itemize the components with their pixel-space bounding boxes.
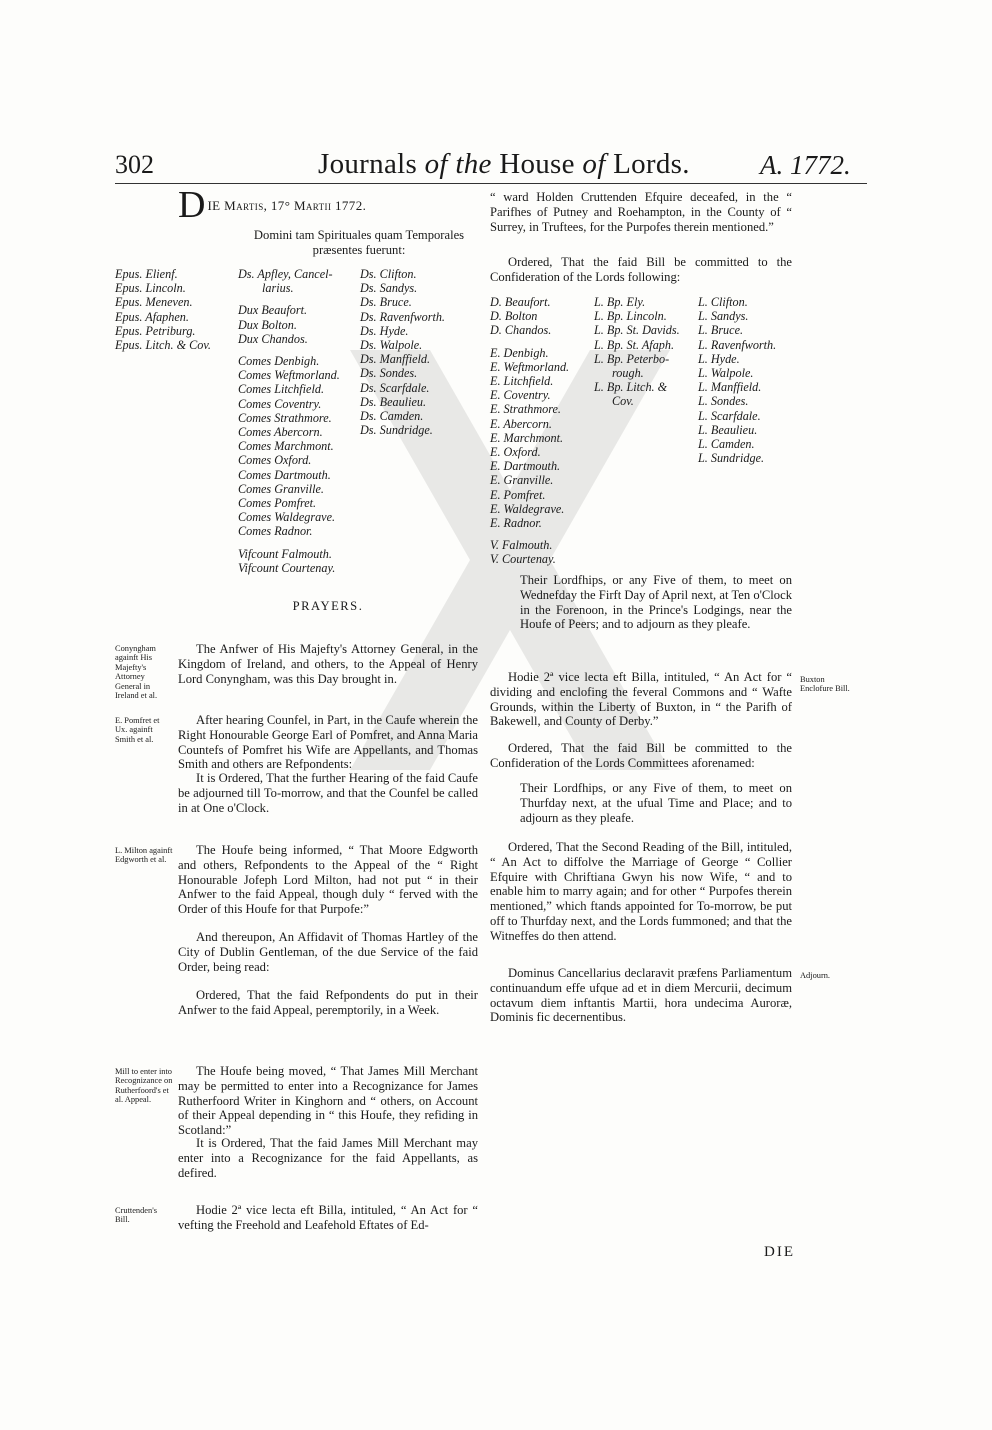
- committee-entry: L. Bp. Peterbo-: [594, 351, 670, 366]
- title-part: of: [582, 148, 606, 180]
- header-rule: [115, 183, 867, 184]
- side-note: Buxton Enclofure Bill.: [800, 675, 850, 694]
- committee-entry: L. Sandys.: [698, 309, 749, 324]
- committee-entry: L. Sondes.: [698, 394, 749, 409]
- lord-entry: Comes Strathmore.: [238, 410, 332, 425]
- present-heading: Domini tam Spirituales quam Temporales præsentes fuerunt:: [253, 228, 465, 257]
- meeting-order: Their Lordfhips, or any Five of them, to meet on Thurfday next, at the ufual Time and Place; and to adjourn as they pleafe.: [520, 781, 792, 825]
- committee-entry: L. Scarfdale.: [698, 408, 761, 423]
- lord-entry: Ds. Clifton.: [360, 267, 417, 281]
- lord-entry: Epus. Lincoln.: [115, 281, 186, 296]
- lord-entry: Ds. Apfley, Cancel-: [238, 267, 333, 281]
- sitting-date: [178, 184, 478, 226]
- side-note: Mill to enter into Recognizance on Rutherfoord's et al. Appeal.: [115, 1067, 173, 1105]
- side-note: L. Milton againft Edgworth et al.: [115, 846, 173, 865]
- meeting-order: Their Lordfhips, or any Five of them, to meet on Wednefday the Firft Day of April next, at Ten o'Clock in the Forenoon, in the Prince's Lodgings, near the Houfe of Peers; and to adjourn as they pleafe.: [520, 573, 792, 632]
- lord-entry: Ds. Bruce.: [360, 295, 412, 310]
- committee-entry: L. Bp. Litch. &: [594, 380, 668, 395]
- lord-entry: Dux Bolton.: [238, 317, 297, 332]
- lords-col-barons: [360, 267, 480, 437]
- lord-entry: larius.: [262, 281, 294, 296]
- entry-paragraph: Hodie 2ª vice lecta eft Billa, intituled, “ An Act for “ vefting the Freehold and Leafehold Eftates of Ed-: [178, 1203, 478, 1232]
- side-note: E. Pomfret et Ux. againft Smith et al.: [115, 716, 160, 744]
- committee-entry: L. Bruce.: [698, 323, 744, 338]
- entry-paragraph: It is Ordered, That the faid James Mill Merchant may enter into a Recognizance for the faid Appellants, as defired.: [178, 1136, 478, 1180]
- committee-entry: E. Oxford.: [490, 445, 541, 460]
- committee-entry: E. Radnor.: [490, 516, 542, 531]
- committee-entry: L. Clifton.: [698, 295, 748, 309]
- committee-entry: E. Waldegrave.: [490, 501, 565, 516]
- lord-entry: Ds. Scarfdale.: [360, 380, 430, 395]
- adjournment: Dominus Cancellarius declaravit præfens Parliamentum continuandum effe ufque ad et in diem Mercurii, decimum octavum diem inftantis Martii, hora undecima Auroræ, Dominis fic decernentibus.: [490, 966, 792, 1025]
- committee-entry: V. Falmouth.: [490, 538, 553, 553]
- title-part: of: [424, 148, 448, 180]
- lord-entry: Vifcount Courtenay.: [238, 560, 336, 575]
- lord-entry: Dux Beaufort.: [238, 303, 308, 318]
- lord-entry: Comes Abercorn.: [238, 425, 323, 440]
- committee-entry: E. Marchmont.: [490, 430, 563, 445]
- committee-entry: L. Hyde.: [698, 351, 740, 366]
- committee-entry: L. Bp. St. Afaph.: [594, 337, 675, 352]
- committee-col-peers: [490, 295, 588, 567]
- committee-entry: E. Granville.: [490, 473, 554, 488]
- lord-entry: Ds. Sundridge.: [360, 423, 433, 438]
- lord-entry: Epus. Litch. & Cov.: [115, 338, 211, 353]
- catchword: DIE: [764, 1244, 795, 1260]
- lord-entry: Ds. Camden.: [360, 409, 424, 424]
- committee-entry: L. Bp. Ely.: [594, 295, 646, 309]
- lord-entry: Comes Dartmouth.: [238, 467, 331, 482]
- entry-paragraph: It is Ordered, That the further Hearing of the faid Caufe be adjourned till To-morrow, and that the Counfel be called in at One o'Clock.: [178, 771, 478, 815]
- lord-entry: Comes Litchfield.: [238, 382, 324, 397]
- lords-col-peers: [238, 267, 356, 575]
- committee-entry: L. Manffield.: [698, 380, 762, 395]
- committee-entry: V. Courtenay.: [490, 552, 556, 567]
- side-note: Cruttenden's Bill.: [115, 1206, 157, 1225]
- drop-cap: D: [178, 184, 206, 226]
- committee-entry: E. Denbigh.: [490, 345, 549, 360]
- side-note: Adjourn.: [800, 971, 831, 980]
- committal-order: Ordered, That the faid Bill be committed to the Confideration of the Lords Committees aforenamed:: [490, 741, 792, 770]
- lord-entry: Ds. Sondes.: [360, 366, 418, 381]
- side-note: Conyngham againft His Majefty's Attorney General in Ireland et al.: [115, 644, 158, 701]
- committee-entry: L. Sundridge.: [698, 451, 765, 466]
- lord-entry: Comes Granville.: [238, 481, 324, 496]
- committee-entry: Cov.: [612, 394, 634, 409]
- lord-entry: Epus. Afaphen.: [115, 309, 189, 324]
- lord-entry: Epus. Meneven.: [115, 295, 193, 310]
- lord-entry: Ds. Hyde.: [360, 323, 409, 338]
- lord-entry: Dux Chandos.: [238, 331, 308, 346]
- lord-entry: Comes Waldegrave.: [238, 510, 336, 525]
- lord-entry: Comes Coventry.: [238, 396, 322, 411]
- committee-entry: L. Walpole.: [698, 366, 754, 381]
- committee-entry: L. Camden.: [698, 437, 755, 452]
- committee-col-barons: [698, 295, 794, 465]
- title-part: House: [499, 148, 575, 180]
- journal-year: A. 1772.: [760, 150, 851, 180]
- committee-entry: E. Litchfield.: [490, 374, 554, 389]
- lord-entry: Comes Pomfret.: [238, 496, 317, 511]
- committee-entry: L. Bp. St. Davids.: [594, 323, 680, 338]
- collier-bill-order: Ordered, That the Second Reading of the Bill, intituled, “ An Act to diffolve the Marriage of George “ Collier Efquire with Chriftiana Gwyn his now Wife, “ and to enable him to marry again; and for other “ Purpofes therein mentioned,” which ftands appointed for To-morrow, be put off to Thurfday next, and the Lords fummoned; and that the Witneffes do then attend.: [490, 840, 792, 943]
- title-part: the: [447, 148, 500, 180]
- entry-paragraph: The Houfe being informed, “ That Moore Edgworth and others, Refpondents to the Appeal of the “ Right Honourable Jofeph Lord Milton, had not put “ in their Anfwer to the faid Appeal, though duly “ ferved with the Order of this Houfe for that Purpofe:”: [178, 843, 478, 917]
- title-part: Journals: [318, 148, 425, 180]
- committee-entry: E. Pomfret.: [490, 487, 546, 502]
- buxton-bill-reading: Hodie 2ª vice lecta eft Billa, intituled, “ An Act for “ dividing and enclofing the feveral Commons and “ Wafte Grounds, within the Liberty of Buxton, in “ the Parifh of Bakewell, and County of Derby.”: [490, 670, 792, 729]
- lord-entry: Vifcount Falmouth.: [238, 546, 332, 561]
- prayers-heading: PRAYERS.: [292, 599, 364, 613]
- committee-entry: rough.: [612, 366, 644, 381]
- lord-entry: Epus. Petriburg.: [115, 323, 196, 338]
- page-number: 302: [115, 150, 154, 179]
- committal-order: Ordered, That the faid Bill be committed to the Confideration of the Lords following:: [490, 255, 792, 284]
- lord-entry: Ds. Sandys.: [360, 281, 418, 296]
- lord-entry: Comes Weftmorland.: [238, 368, 340, 383]
- lord-entry: Epus. Elienf.: [115, 267, 178, 281]
- lord-entry: Comes Radnor.: [238, 524, 313, 539]
- entry-paragraph: The Anfwer of His Majefty's Attorney General, in the Kingdom of Ireland, and others, to the Appeal of Henry Lord Conyngham, was this Day brought in.: [178, 642, 478, 686]
- committee-entry: D. Beaufort.: [490, 295, 551, 309]
- title-part: Lords.: [605, 148, 690, 180]
- committee-entry: E. Dartmouth.: [490, 459, 561, 474]
- committee-entry: L. Bp. Lincoln.: [594, 309, 667, 324]
- entry-paragraph: After hearing Counfel, in Part, in the Caufe wherein the Right Honourable George Earl of Pomfret, and Anna Maria Countefs of Pomfret his Wife are Appellants, and Thomas Smith and others are Refpondents:: [178, 713, 478, 772]
- committee-entry: E. Strathmore.: [490, 402, 561, 417]
- committee-entry: D. Chandos.: [490, 323, 552, 338]
- date-text: IE Martis, 17° Martii 1772.: [207, 198, 367, 213]
- committee-entry: E. Coventry.: [490, 388, 551, 403]
- journal-title: [318, 148, 690, 181]
- entry-paragraph: The Houfe being moved, “ That James Mill Merchant may be permitted to enter into a Recognizance for James Rutherfoord Writer in Kinghorn and “ others, on Account of their Appeal depending in “ this Houfe, they refiding in Scotland:”: [178, 1064, 478, 1138]
- lord-entry: Ds. Ravenfworth.: [360, 309, 445, 324]
- committee-entry: L. Beaulieu.: [698, 422, 758, 437]
- committee-col-bishops: [594, 295, 694, 409]
- lord-entry: Comes Oxford.: [238, 453, 312, 468]
- bill-continuation: “ ward Holden Cruttenden Efquire deceafed, in the “ Parifhes of Putney and Roehampton, in the County of “ Surrey, in Truftees, for the Purpofes therein mentioned.”: [490, 190, 792, 234]
- lord-entry: Comes Denbigh.: [238, 354, 320, 369]
- committee-entry: E. Weftmorland.: [490, 359, 570, 374]
- entry-paragraph: Ordered, That the faid Refpondents do put in their Anfwer to the faid Appeal, peremptorily, in a Week.: [178, 988, 478, 1017]
- lord-entry: Comes Marchmont.: [238, 439, 334, 454]
- lord-entry: Ds. Manffield.: [360, 352, 431, 367]
- entry-paragraph: And thereupon, An Affidavit of Thomas Hartley of the City of Dublin Gentleman, of the due Service of the faid Order, being read:: [178, 930, 478, 974]
- committee-entry: L. Ravenfworth.: [698, 337, 777, 352]
- committee-entry: E. Abercorn.: [490, 416, 552, 431]
- lords-col-bishops: [115, 267, 235, 352]
- committee-entry: D. Bolton: [490, 309, 538, 324]
- lord-entry: Ds. Beaulieu.: [360, 394, 427, 409]
- lord-entry: Ds. Walpole.: [360, 338, 423, 353]
